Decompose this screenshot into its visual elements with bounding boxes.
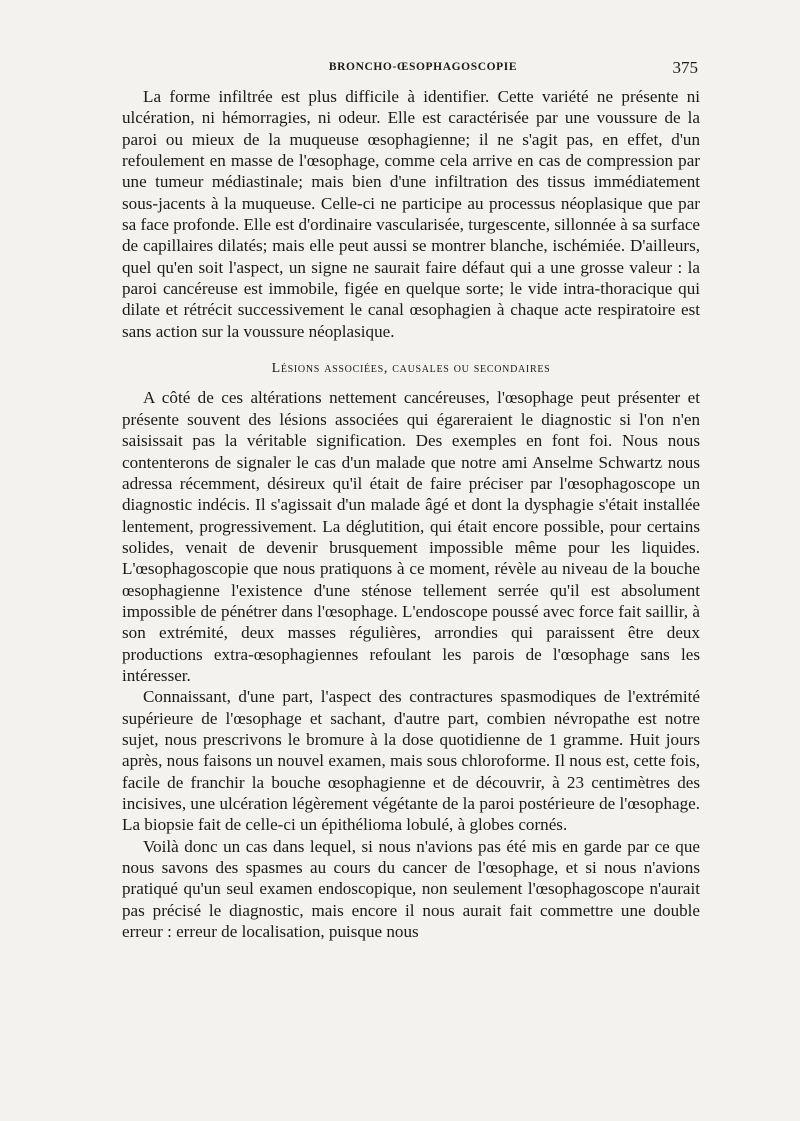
running-head xyxy=(118,58,698,80)
running-title: BRONCHO-ŒSOPHAGOSCOPIE xyxy=(328,61,518,73)
section-heading-text: Lésions associées, causales ou secondaires xyxy=(271,361,551,377)
page-body xyxy=(122,86,700,942)
page-number: 375 xyxy=(672,58,698,77)
paragraph: A côté de ces altérations nettement cancéreuses, l'œsophage peut présenter et présente souvent des lésions associées qui égareraient le diagnostic si l'on n'en saisissait pas la véritable signification. Des exemples en font foi. Nous nous contenterons de signaler le cas d'un malade que notre ami Anselme Schwartz nous adressa récemment, désireux qu'il était de faire préciser par l'œsophagoscope un diagnostic indécis. Il s'agissait d'un malade âgé et dont la dysphagie s'était installée lentement, progressivement. La déglutition, qui était encore possible, pour certains solides, venait de devenir brusquement impossible même pour les liquides. L'œsophagoscopie que nous pratiquons à ce moment, révèle au niveau de la bouche œsophagienne l'existence d'une sténose tellement serrée qu'il est absolument impossible de pénétrer dans l'œsophage. L'endoscope poussé avec force fait saillir, à son extrémité, deux masses régulières, arrondies qui paraissent être deux productions extra-œsophagiennes refoulant les parois de l'œsophage sans les intéresser. xyxy=(122,388,700,685)
paragraph: Connaissant, d'une part, l'aspect des contractures spasmodiques de l'extrémité supérieure de l'œsophage et sachant, d'autre part, combien névropathe est notre sujet, nous prescrivons le bromure à la dose quotidienne de 1 gramme. Huit jours après, nous faisons un nouvel examen, mais sous chloroforme. Il nous est, cette fois, facile de franchir la bouche œsophagienne et de découvrir, à 23 centimètres des incisives, une ulcération légèrement végétante de la paroi postérieure de l'œsophage. La biopsie fait de celle-ci un épithélioma lobulé, à globes cornés. xyxy=(122,687,700,835)
section-heading xyxy=(122,358,700,379)
paragraph: Voilà donc un cas dans lequel, si nous n'avions pas été mis en garde par ce que nous savons des spasmes au cours du cancer de l'œsophage, et si nous n'avions pratiqué qu'un seul examen endoscopique, non seulement l'œsophagoscope n'aurait pas précisé le diagnostic, mais encore il nous aurait fait commettre une double erreur : erreur de localisation, puisque nous xyxy=(122,836,700,942)
paragraph: La forme infiltrée est plus difficile à identifier. Cette variété ne présente ni ulcération, ni hémorragies, ni odeur. Elle est caractérisée par une voussure de la paroi ou mieux de la muqueuse œsophagienne; il ne s'agit pas, en effet, d'un refoulement en masse de l'œsophage, comme cela arrive en cas de compression par une tumeur médiastinale; mais bien d'une infiltration des tissus immédiatement sous-jacents à la muqueuse. Celle-ci ne participe au processus néoplasique que par sa face profonde. Elle est d'ordinaire vascularisée, turgescente, sillonnée à sa surface de capillaires dilatés; mais elle peut aussi se montrer blanche, ischémiée. D'ailleurs, quel qu'en soit l'aspect, un signe ne saurait faire défaut qui a une grosse valeur : la paroi cancéreuse est immobile, figée en quelque sorte; le vide intra-thoracique qui dilate et rétrécit successivement le canal œsophagien à chaque acte respiratoire est sans action sur la voussure néoplasique. xyxy=(122,87,700,341)
